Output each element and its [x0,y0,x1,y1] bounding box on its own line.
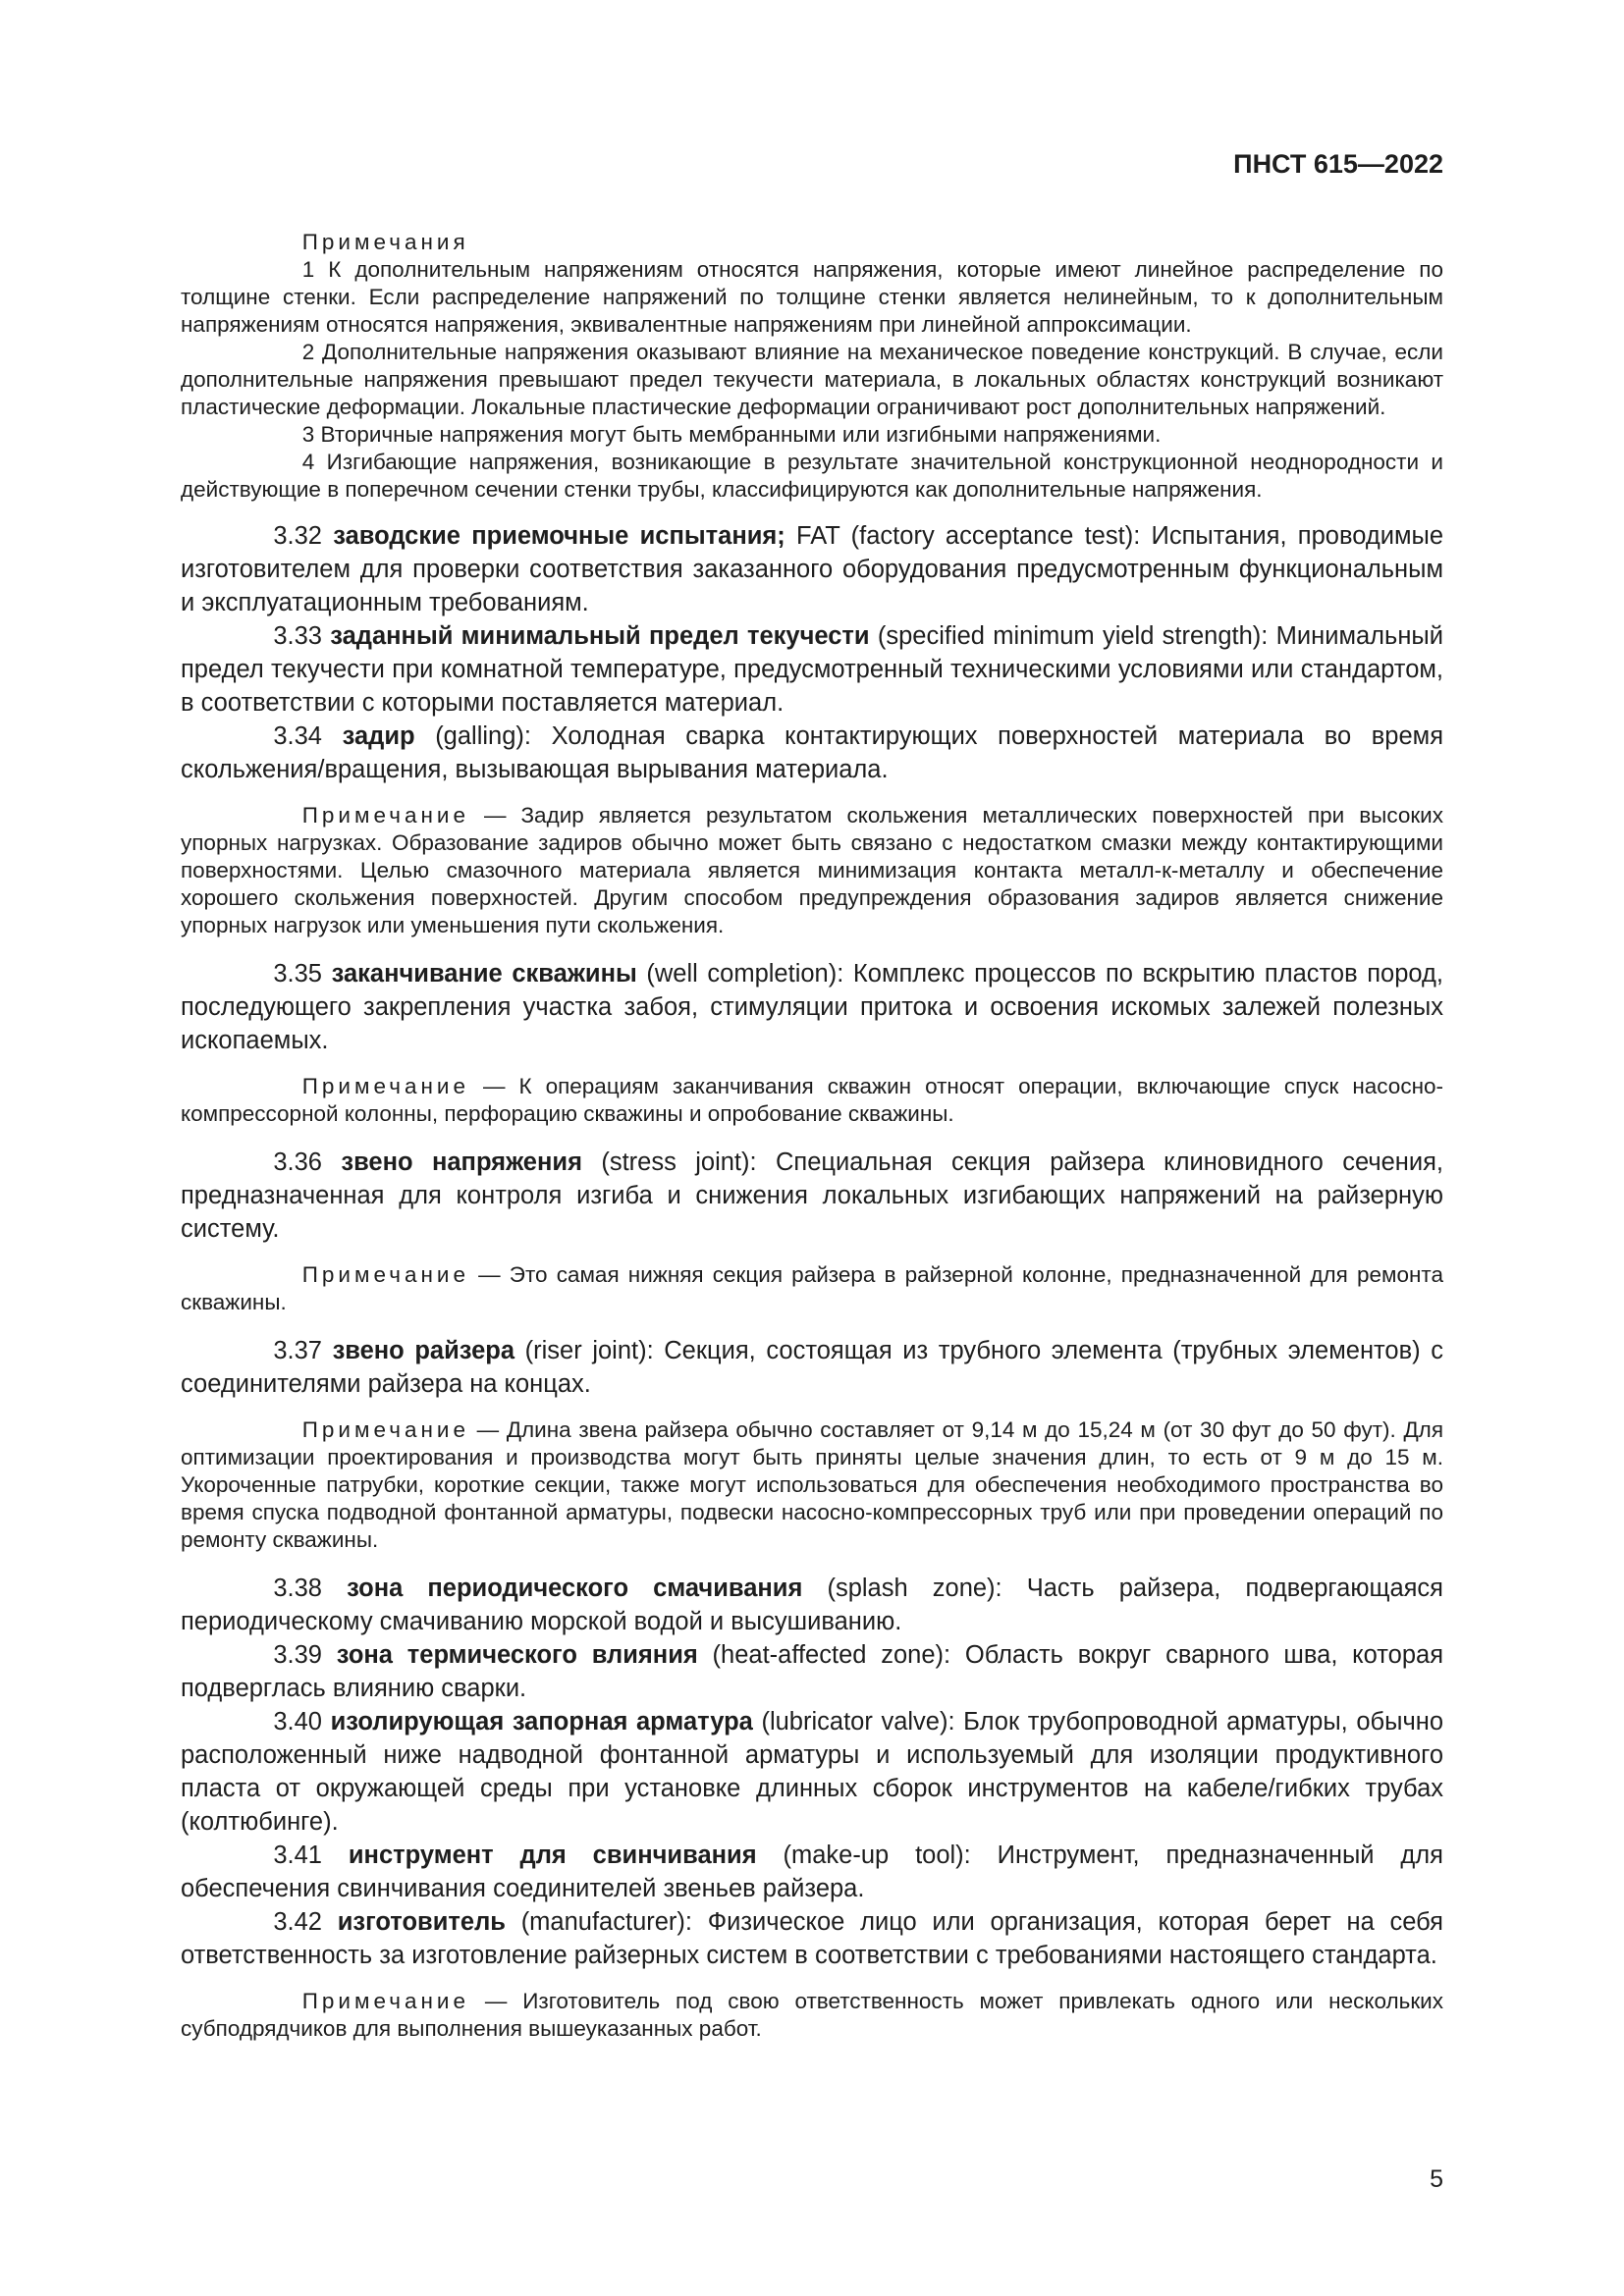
term-number: 3.39 [273,1641,322,1669]
term-definition: (galling): Холодная сварка контактирующих поверхностей материала во время скольжения/вращения, вызывающая вырывания материала. [181,722,1444,783]
note-label: Примечание [301,1417,469,1442]
note-item: 4 Изгибающие напряжения, возникающие в результате значительной конструкционной неоднородности и действующие в поперечном сечении стенки трубы, классифицируются как дополнительные напряжения. [181,450,1443,502]
term-note [181,1261,1443,1316]
term-name: заканчивание скважины [331,960,637,988]
note-text: — Задир является результатом скольжения металлических поверхностей при высоких упорных нагрузках. Образование задиров обычно может быть связано с недостатком смазки между контактирующими поверхностями. Целью смазочного материала является минимизация контакта металл-к-металлу и обеспечение хорошего скольжения поверхностей. Другим способом предупреждения образования задиров является снижение упорных нагрузок или уменьшения пути скольжения. [181,803,1443,937]
note-text: — К операциям заканчивания скважин относят операции, включающие спуск насосно-компрессорной колонны, перфорацию скважины и опробование скважины. [181,1074,1443,1126]
term-3-38 [181,1572,1443,1638]
term-number: 3.41 [273,1842,322,1869]
term-3-40 [181,1705,1443,1839]
note-label: Примечание [301,1262,469,1287]
term-number: 3.36 [273,1148,322,1176]
note-label: Примечание [301,1074,469,1098]
term-number: 3.37 [273,1337,322,1364]
term-definition: (specified minimum yield strength): Минимальный предел текучести при комнатной температуре, предусмотренный техническими условиями или стандартом, в соответствии с которыми поставляется материал. [181,622,1443,717]
term-name: зона периодического смачивания [347,1575,803,1602]
notes-block [181,229,1443,504]
note-item: 3 Вторичные напряжения могут быть мембранными или изгибными напряжениями. [301,422,1162,447]
term-3-39 [181,1638,1443,1705]
term-number: 3.33 [273,622,322,650]
term-number: 3.35 [273,960,322,988]
term-number: 3.42 [273,1908,322,1936]
note-text: — Это самая нижняя секция райзера в райзерной колонне, предназначенной для ремонта скважины. [181,1262,1443,1314]
term-3-37 [181,1334,1443,1401]
term-3-33 [181,619,1443,720]
note-text: — Изготовитель под свою ответственность может привлекать одного или нескольких субподрядчиков для выполнения вышеуказанных работ. [181,1989,1443,2041]
term-3-42 [181,1905,1443,1972]
term-name: звено напряжения [341,1148,582,1176]
term-name: заводские приемочные испытания; [333,522,785,550]
term-definition: (splash zone): Часть райзера, подвергающаяся периодическому смачиванию морской водой и высушиванию. [181,1575,1443,1635]
term-3-41 [181,1839,1443,1905]
term-3-34 [181,720,1443,786]
note-label: Примечание [301,1989,469,2013]
term-3-35 [181,957,1443,1057]
term-definition: (manufacturer): Физическое лицо или организация, которая берет на себя ответственность за изготовление райзерных систем в соответствии с требованиями настоящего стандарта. [181,1908,1443,1969]
term-name: задир [342,722,415,750]
term-name: изготовитель [337,1908,506,1936]
term-number: 3.38 [273,1575,322,1602]
term-note [181,1073,1443,1128]
term-definition: FAT (factory acceptance test): Испытания, проводимые изготовителем для проверки соответствия заказанного оборудования предусмотренным функциональным и эксплуатационным требованиям. [181,522,1443,616]
term-number: 3.32 [273,522,322,550]
term-number: 3.40 [273,1708,322,1735]
note-text: — Длина звена райзера обычно составляет от 9,14 м до 15,24 м (от 30 фут до 50 фут). Для оптимизации проектирования и производства могут быть приняты целые значения длин, то есть от 9 м до 15 м. Укороченные патрубки, короткие секции, также могут использоваться для обеспечения необходимого пространства во время спуска подводной фонтанной арматуры, подвески насосно-компрессорных труб или при проведении операций по ремонту скважины. [181,1417,1443,1552]
notes-heading: Примечания [301,230,469,254]
term-definition: (stress joint): Специальная секция райзера клиновидного сечения, предназначенная для контроля изгиба и снижения локальных изгибающих напряжений на райзерную систему. [181,1148,1444,1243]
page-number: 5 [1430,2165,1443,2193]
term-note [181,802,1443,939]
term-name: заданный минимальный предел текучести [330,622,870,650]
term-name: изолирующая запорная арматура [330,1708,753,1735]
term-definition: (lubricator valve): Блок трубопроводной арматуры, обычно расположенный ниже надводной фонтанной арматуры и используемый для изоляции продуктивного пласта от окружающей среды при установке длинных сборок инструментов на кабеле/гибких трубах (колтюбинге). [181,1708,1444,1836]
term-definition: (make-up tool): Инструмент, предназначенный для обеспечения свинчивания соединителей звеньев райзера. [181,1842,1443,1902]
term-number: 3.34 [273,722,322,750]
term-definition: (riser joint): Секция, состоящая из трубного элемента (трубных элементов) с соединителями райзера на концах. [181,1337,1443,1398]
term-name: зона термического влияния [336,1641,698,1669]
note-label: Примечание [301,803,469,828]
term-3-32 [181,519,1443,619]
term-name: инструмент для свинчивания [348,1842,757,1869]
term-note [181,1416,1443,1554]
note-item: 1 К дополнительным напряжениям относятся напряжения, которые имеют линейное распределение по толщине стенки. Если распределение напряжений по толщине стенки является нелинейным, то к дополнительным напряжениям относятся напряжения, эквивалентные напряжениям при линейной аппроксимации. [181,257,1443,337]
term-definition: (heat-affected zone): Область вокруг сварного шва, которая подверглась влиянию сварки. [181,1641,1443,1702]
note-item: 2 Дополнительные напряжения оказывают влияние на механическое поведение конструкций. В случае, если дополнительные напряжения превышают предел текучести материала, в локальных областях конструкций возникают пластические деформации. Локальные пластические деформации ограничивают рост дополнительных напряжений. [181,340,1443,419]
document-code: ПНСТ 615—2022 [1233,149,1443,179]
term-3-36 [181,1146,1443,1246]
term-note [181,1988,1443,2043]
term-name: звено райзера [332,1337,515,1364]
page-content [181,229,1443,2043]
term-definition: (well completion): Комплекс процессов по вскрытию пластов пород, последующего закрепления участка забоя, стимуляции притока и освоения искомых залежей полезных ископаемых. [181,960,1443,1054]
